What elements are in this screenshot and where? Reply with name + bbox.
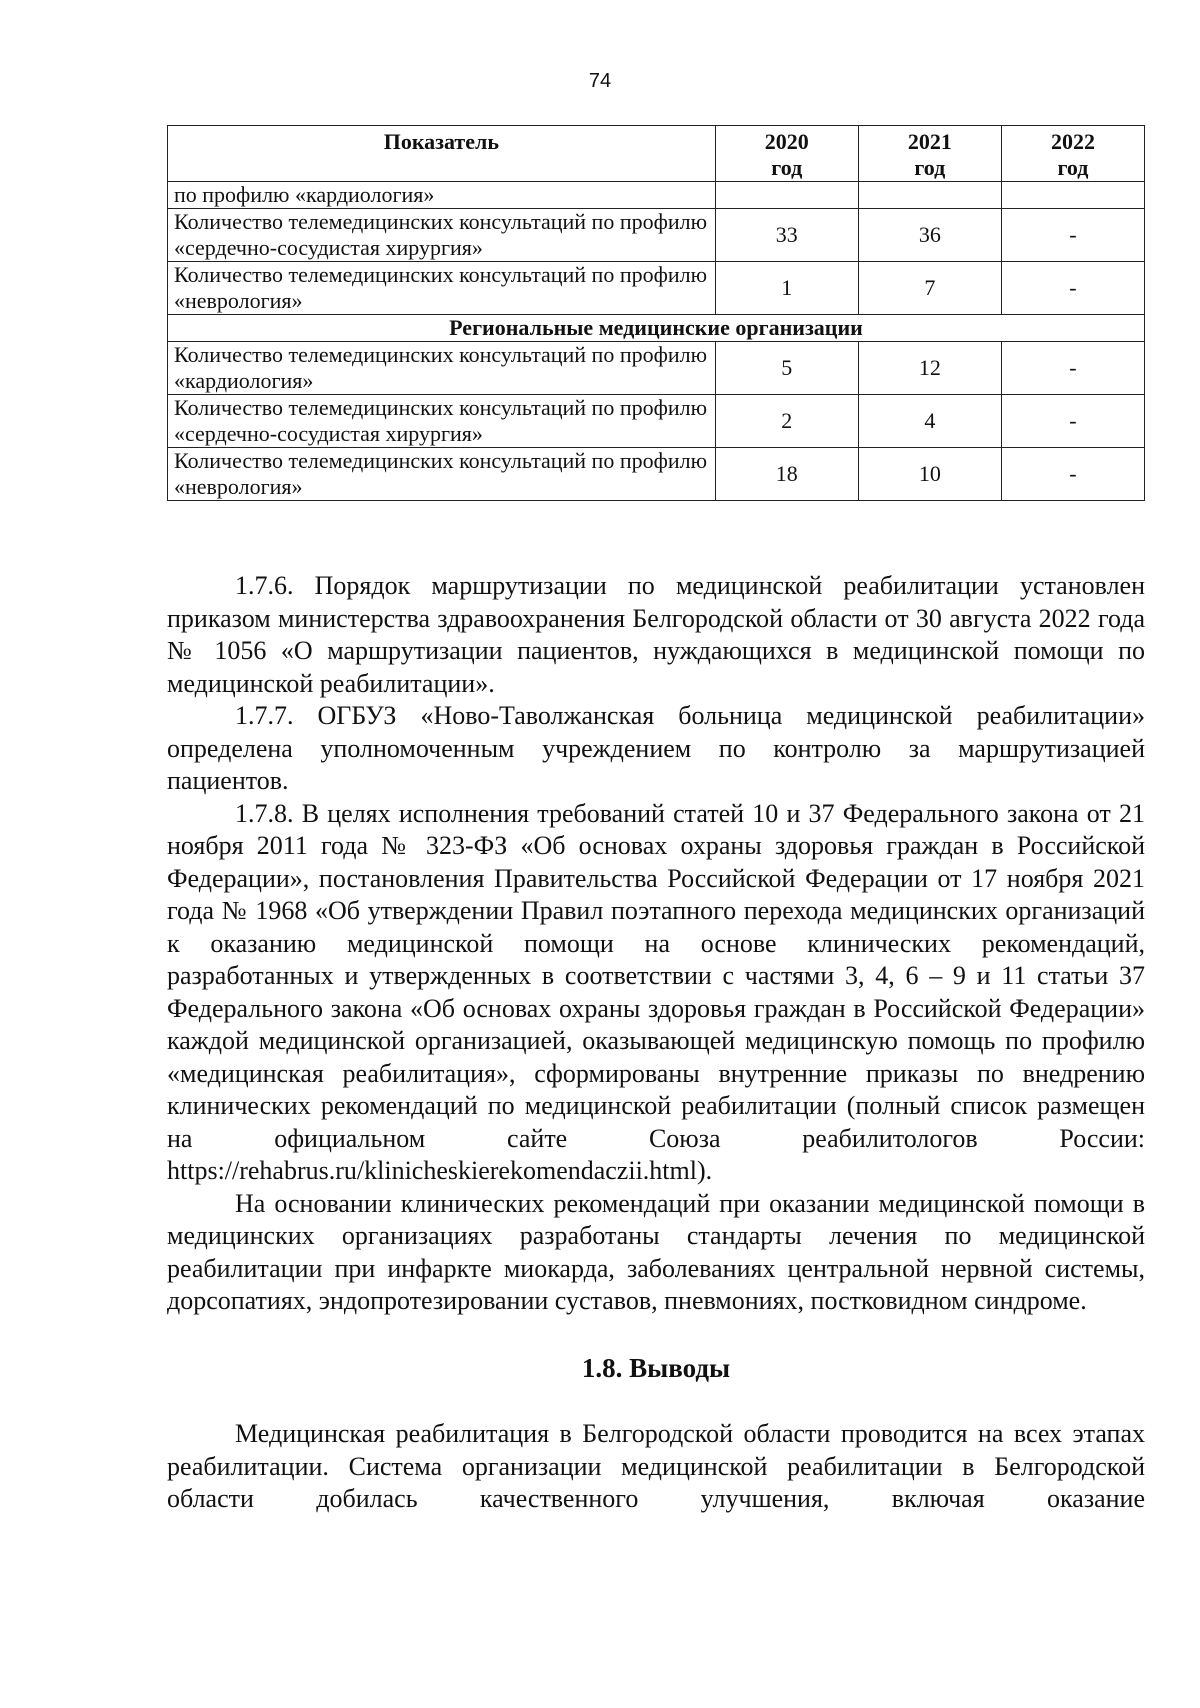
table-section-label: Региональные медицинские организации [168, 315, 1145, 342]
paragraph-1-7-7: 1.7.7. ОГБУЗ «Ново-Таволжанская больница медицинской реабилитации» определена уполномоченным учреждением по контролю за маршрутизацией пациентов. [167, 701, 1145, 795]
header-year-2021 [858, 126, 1001, 182]
table-cell-2021: 10 [858, 448, 1001, 501]
table-cell-2021: 12 [858, 342, 1001, 395]
table-row [168, 262, 1145, 315]
table-cell-2020: 2 [715, 395, 858, 448]
header-indicator [168, 126, 716, 182]
table-cell-label: по профилю «кардиология» [168, 182, 716, 209]
table-cell-2022: - [1001, 448, 1144, 501]
document-body [167, 570, 1145, 1516]
table-row [168, 342, 1145, 395]
indicators-table [167, 125, 1145, 501]
table-cell-2020: 33 [715, 209, 858, 262]
table-cell-label: Количество телемедицинских консультаций по профилю «неврология» [168, 448, 716, 501]
table-cell-label: Количество телемедицинских консультаций по профилю «сердечно-сосудистая хирургия» [168, 395, 716, 448]
header-year-2022-number: 2022 [1050, 129, 1095, 154]
paragraph-1-7-8: 1.7.8. В целях исполнения требований статей 10 и 37 Федерального закона от 21 ноября 2011 года № 323-ФЗ «Об основах охраны здоровья граждан в Российской Федерации», постановления Правительства Российской Федерации от 17 ноября 2021 года № 1968 «Об утверждении Правил поэтапного перехода медицинских организаций к оказанию медицинской помощи на основе клинических рекомендаций, разработанных и утвержденных в соответствии с частями 3, 4, 6 – 9 и 11 статьи 37 Федерального закона «Об основах охраны здоровья граждан в Российской Федерации» каждой медицинской организацией, оказывающей медицинскую помощь по профилю «медицинская реабилитация», сформированы внутренние приказы по внедрению клинических рекомендаций по медицинской реабилитации (полный список размещен на официальном сайте Союза реабилитологов России: https://rehabrus.ru/klinicheskierekomendaczii.html). [167, 798, 1145, 1185]
table-cell-2022: - [1001, 262, 1144, 315]
section-heading: 1.8. Выводы [581, 1352, 731, 1383]
header-year-2020-unit: год [771, 155, 803, 180]
table-header-row [168, 126, 1145, 182]
header-year-2021-number: 2021 [907, 129, 952, 154]
table-cell-2022 [1001, 182, 1144, 209]
table-row [168, 395, 1145, 448]
table-cell-2020: 5 [715, 342, 858, 395]
header-indicator-label: Показатель [383, 129, 499, 154]
table-row [168, 182, 1145, 209]
table-cell-2020 [715, 182, 858, 209]
table-cell-2021: 7 [858, 262, 1001, 315]
header-year-2021-unit: год [914, 155, 946, 180]
header-year-2022 [1001, 126, 1144, 182]
header-year-2022-unit: год [1057, 155, 1089, 180]
table-cell-2022: - [1001, 342, 1144, 395]
table-cell-2021: 36 [858, 209, 1001, 262]
header-year-2020 [715, 126, 858, 182]
paragraph-1-7-6: 1.7.6. Порядок маршрутизации по медицинской реабилитации установлен приказом министерства здравоохранения Белгородской области от 30 августа 2022 года № 1056 «О маршрутизации пациентов, нуждающихся в медицинской помощи по медицинской реабилитации». [167, 571, 1145, 698]
table-cell-2021 [858, 182, 1001, 209]
table-cell-label: Количество телемедицинских консультаций по профилю «неврология» [168, 262, 716, 315]
table-section-row [168, 315, 1145, 342]
table-row [168, 209, 1145, 262]
table-cell-2020: 1 [715, 262, 858, 315]
header-year-2020-number: 2020 [764, 129, 809, 154]
table-cell-label: Количество телемедицинских консультаций по профилю «сердечно-сосудистая хирургия» [168, 209, 716, 262]
table-row [168, 448, 1145, 501]
table-cell-2022: - [1001, 209, 1144, 262]
paragraph-conclusion: Медицинская реабилитация в Белгородской области проводится на всех этапах реабилитации. Система организации медицинской реабилитации в Белгородской области добилась качественного улучшения, включая оказание [167, 1419, 1145, 1513]
paragraph-clinical-standards: На основании клинических рекомендаций при оказании медицинской помощи в медицинских организациях разработаны стандарты лечения по медицинской реабилитации при инфаркте миокарда, заболеваниях центральной нервной системы, дорсопатиях, эндопротезировании суставов, пневмониях, постковидном синдроме. [167, 1188, 1145, 1315]
table-cell-label: Количество телемедицинских консультаций по профилю «кардиология» [168, 342, 716, 395]
page-number: 74 [588, 70, 612, 92]
table-cell-2022: - [1001, 395, 1144, 448]
table-cell-2020: 18 [715, 448, 858, 501]
table-cell-2021: 4 [858, 395, 1001, 448]
